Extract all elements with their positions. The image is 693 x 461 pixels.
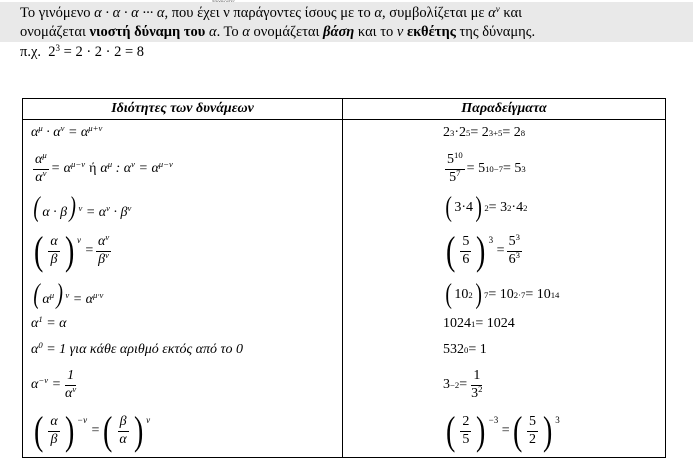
property-zero-power: $\alpha^0 = 1$ για κάθε αριθμό εκτός από το 0: [31, 340, 244, 357]
property-power-of-quotient: ( $\frac{\alpha}{\beta}$ ) ν = $\frac{\alpha^\nu}{\beta^\nu}$: [33, 228, 110, 273]
example-power-of-quotient: ( $\frac{5}{6}$ ) 3 = $\frac{5^3}{6^3}$: [445, 228, 520, 273]
property-product-rule: $\alpha^\mu \cdot \alpha^\nu = \alpha^{\mu+\nu}$: [31, 123, 103, 140]
example-power-of-product: ( 3·4 ) 2 = 3 2 ·4 2: [445, 192, 528, 223]
example-product-rule: 2 3 ·2 5 = 2 3+5 = 2 8: [443, 125, 526, 140]
example-zero-power: 532 0 = 1: [443, 342, 487, 357]
property-negative-power-fraction: ( $\frac{\alpha}{\beta}$ ) −ν = ( $\frac{\beta}{\alpha}$ ) ν: [33, 408, 151, 453]
col-header-examples: Παραδείγματα: [461, 101, 547, 116]
property-first-power: $\alpha^1 = \alpha$: [31, 314, 67, 331]
powers-table: [22, 98, 666, 458]
property-negative-power: $\alpha^{-\nu}$ = $\frac{1}{\alpha^\nu}$: [31, 367, 77, 401]
property-power-of-power: ( $\alpha^\mu$) $^\nu = \alpha^{\mu\cdot\nu}$: [33, 279, 104, 310]
intro-line-2: ονομάζεται νιοστή δύναμη του α. Το α ονομάζεται βάση και το ν εκθέτης της δύναμης.: [20, 24, 536, 40]
example-power-of-power: ( 10 2 ) 7 = 10 2·7 = 10 14: [445, 279, 560, 310]
property-power-of-product: ( α · β) $^\nu = \alpha^\nu \cdot \beta^\nu$: [33, 192, 132, 223]
col-header-properties: Ιδιότητες των δυνάμεων: [111, 101, 254, 116]
example-quotient-rule: $\frac{5^{10}}{5^7}$ = 5 10−7 = 5 3: [447, 150, 526, 185]
column-divider: [342, 99, 343, 457]
property-quotient-rule: $\frac{\alpha^\mu}{\alpha^\nu}$ = $\alpha^{\mu-\nu}$ ή $\alpha^\mu$ : $\alpha^\nu = \alpha^{\mu-\nu}$: [35, 150, 173, 185]
intro-example: π.χ. $2^3 = 2 \cdot 2 \cdot 2 = 8$: [20, 43, 145, 60]
example-negative-power-fraction: ( $\frac{2}{5}$ ) −3 = ( $\frac{5}{2}$ ) 3: [445, 408, 560, 453]
example-negative-power: 3 −2 = $\frac{1}{3^2}$: [443, 367, 483, 401]
intro-line-1: Το γινόμενο α · α · α ··· α, που έχει ν παράγοντες ίσους με το α, συμβολίζεται με $\alpha^\nu$ και: [20, 4, 523, 21]
table-header: [23, 99, 665, 120]
example-first-power: 1024 1 = 1024: [443, 316, 515, 331]
